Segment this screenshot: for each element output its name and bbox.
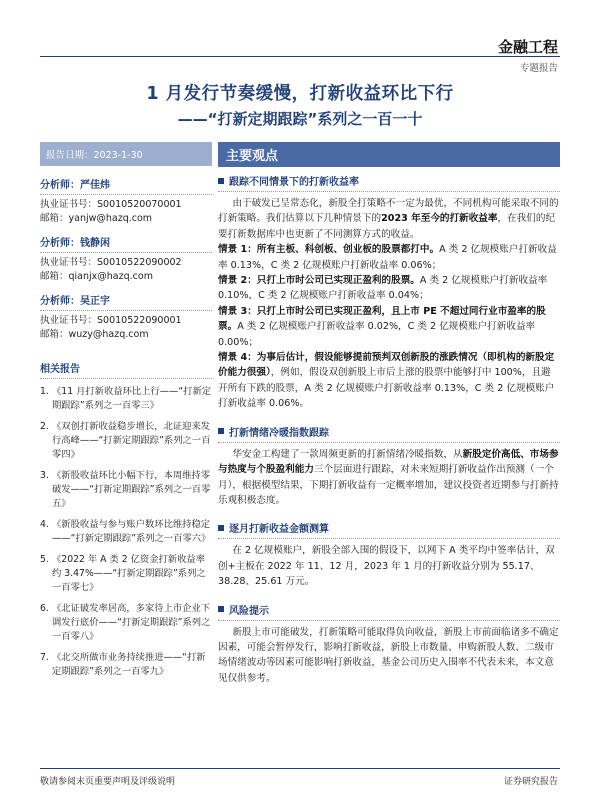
- bold-run: 情景 1：所有主板、科创板、创业板的股票都打中。: [218, 244, 440, 256]
- related-report-number: 7.: [40, 652, 49, 663]
- report-date: 报告日期：2023-1-30: [40, 142, 212, 166]
- bold-run: 新股定价高低、市场参与热度与个股盈利能力: [218, 448, 559, 476]
- text-run: A 类 2 亿规模账户打新收益率 0.02%，C 类 2 亿规模账户打新收益率 0.00%；: [218, 321, 536, 348]
- section-risk: [218, 602, 560, 687]
- text-run: A 类 2 亿规模账户打新收益率 0.13%，C 类 2 亿规模账户打新收益率 0.06%；: [218, 244, 557, 271]
- square-bullet-icon: [218, 428, 224, 434]
- paragraph: [218, 447, 560, 509]
- analyst-cert: 执业证书号：S0010522090002: [40, 257, 182, 268]
- related-report-item[interactable]: [40, 553, 212, 595]
- section-title: 逐月打新收益金额测算: [229, 524, 329, 536]
- related-report-item[interactable]: [40, 602, 212, 644]
- square-bullet-icon: [218, 178, 224, 184]
- section-heading: [218, 520, 560, 539]
- analyst-cert: 执业证书号：S0010520070001: [40, 199, 182, 210]
- section-heading: [218, 173, 560, 192]
- related-report-item[interactable]: [40, 651, 212, 679]
- paragraph: 在 2 亿规模账户，新股全部入围的假设下，以网下 A 类平均中签率估计，双创+主板在 2022 年 11、12 月，2023 年 1 月的打新收益分别为 55.17、38.28、25.61 万元。: [218, 545, 555, 588]
- text-run: 由于破发已呈常态化，新股全打策略不一定为最优，不同机构可能采取不同的打新策略。我们估算以下几种情景下的: [218, 198, 559, 225]
- footer-label: 证券研究报告: [503, 777, 558, 787]
- section-sentiment-index: [218, 424, 560, 509]
- scenario-4: [218, 350, 560, 412]
- section-heading: [218, 602, 560, 621]
- footer-disclaimer[interactable]: 敬请参阅末页重要声明及评级说明: [40, 777, 176, 787]
- header-category: 金融工程: [497, 38, 558, 56]
- analyst-email[interactable]: 邮箱：wuzy@hazq.com: [40, 329, 149, 340]
- bold-run: 情景 4：为事后估计，假设能够提前预判双创新股的涨跌情况（即机构的新股定价能力很强）: [218, 352, 555, 379]
- analyst-name: 分析师：吴正宇: [40, 292, 212, 311]
- section-title: 跟踪不同情景下的打新收益率: [229, 177, 359, 188]
- text-run: 华安金工构建了一款周频更新的打新情绪冷暖指数，从: [232, 448, 463, 460]
- related-report-title: 《北证破发率居高，多家待上市企业下调发行底价——“打新定期跟踪”系列之一百零八》: [52, 603, 211, 642]
- related-report-number: 4.: [40, 519, 49, 530]
- analyst-block: [40, 292, 212, 342]
- analyst-name: 分析师：严佳炜: [40, 176, 212, 195]
- footer-rule: [40, 768, 560, 769]
- report-subtitle: ——“打新定期跟踪”系列之一百一十: [177, 110, 423, 128]
- related-report-title: 《新股收益环比小幅下行，本周维持零破发——“打新定期跟踪”系列之一百零五》: [52, 470, 211, 509]
- text-run: ，例如，假设双创新股上市后上涨的股票中能够打中 100%，且避开所有下跌的股票，A 类 2 亿规模账户打新收益率 0.13%，C 类 2 亿规模账户打新收益率 0.06%。: [218, 367, 555, 410]
- related-report-item[interactable]: [40, 469, 212, 511]
- related-report-title: 《11 月打新收益环比上行——“打新定期跟踪”系列之一百零三》: [52, 386, 212, 411]
- related-report-title: 《北交所做市业务持续推进——“打新定期跟踪”系列之一百零九》: [52, 652, 206, 677]
- related-report-number: 6.: [40, 603, 49, 614]
- text-run: A 类 2 亿规模账户打新收益率 0.10%，C 类 2 亿规模账户打新收益率 0.04%；: [218, 275, 548, 302]
- analyst-block: [40, 176, 212, 226]
- section-heading: [218, 424, 560, 443]
- main-points-heading: 主要观点: [218, 142, 560, 167]
- related-report-number: 1.: [40, 386, 49, 397]
- related-report-title: 《双创打新收益稳步增长，北证迎来发行高峰——“打新定期跟踪”系列之一百零四》: [52, 421, 211, 460]
- related-report-number: 5.: [40, 554, 49, 565]
- right-column: [218, 142, 560, 686]
- related-report-title: 《2022 年 A 类 2 亿资金打新收益率约 3.47%——“打新定期跟踪”系列之一百零七》: [52, 554, 206, 593]
- analyst-block: [40, 234, 212, 284]
- paragraph: 新股上市可能破发，打新策略可能取得负向收益，新股上市前面临诸多不确定因素，可能会暂停发行，影响打新收益，新股上市数量、申购新股人数、二级市场情绪波动等因素可能影响打新收益，基金公司历史入围率不代表未来，本文意见仅供参考。: [218, 626, 559, 684]
- text-run: ，在我们的纪要打新数据库中也更新了不同测算方式的收益。: [218, 213, 556, 240]
- analyst-cert: 执业证书号：S0010522090001: [40, 315, 182, 326]
- analyst-email[interactable]: 邮箱：qianjx@hazq.com: [40, 271, 153, 282]
- related-reports-heading: 相关报告: [40, 360, 212, 379]
- left-column: [40, 142, 212, 686]
- related-report-item[interactable]: [40, 420, 212, 462]
- bold-run: 情景 3：只打上市时公司已实现正盈利，且上市 PE 不超过同行业市盈率的股票。: [218, 305, 546, 333]
- square-bullet-icon: [218, 606, 224, 612]
- section-title: 打新情绪冷暖指数跟踪: [229, 427, 329, 439]
- square-bullet-icon: [218, 525, 224, 531]
- bold-run: 2023 年至今的打新收益率: [381, 213, 498, 225]
- section-title: 风险提示: [229, 605, 269, 617]
- scenario-2: [218, 273, 560, 304]
- bold-run: 情景 2：只打上市时公司已实现正盈利的股票。: [218, 275, 420, 287]
- section-monthly-estimate: [218, 520, 560, 589]
- report-title: 1 月发行节奏缓慢，打新收益环比下行: [146, 84, 454, 104]
- scenario-3: [218, 304, 560, 350]
- header-rule: [40, 56, 560, 57]
- paragraph: [218, 196, 560, 242]
- section-scenarios: [218, 173, 560, 412]
- analyst-name: 分析师：钱静闲: [40, 234, 212, 253]
- scenario-1: [218, 242, 560, 273]
- header-subtitle: 专题报告: [519, 63, 558, 74]
- related-report-item[interactable]: [40, 518, 212, 546]
- analyst-email[interactable]: 邮箱：yanjw@hazq.com: [40, 213, 153, 224]
- related-reports-list: [40, 385, 212, 679]
- related-report-number: 3.: [40, 470, 49, 481]
- text-run: 三个层面进行跟踪，对未来短期打新收益作出预测（一个月），根据模型结果，下期打新收益有一定概率增加，建议投资者近期参与打新持乐观积极态度。: [218, 464, 559, 506]
- related-report-item[interactable]: [40, 385, 212, 413]
- related-report-number: 2.: [40, 421, 49, 432]
- related-report-title: 《新股收益与参与账户数环比维持稳定——“打新定期跟踪”系列之一百零六》: [52, 519, 211, 544]
